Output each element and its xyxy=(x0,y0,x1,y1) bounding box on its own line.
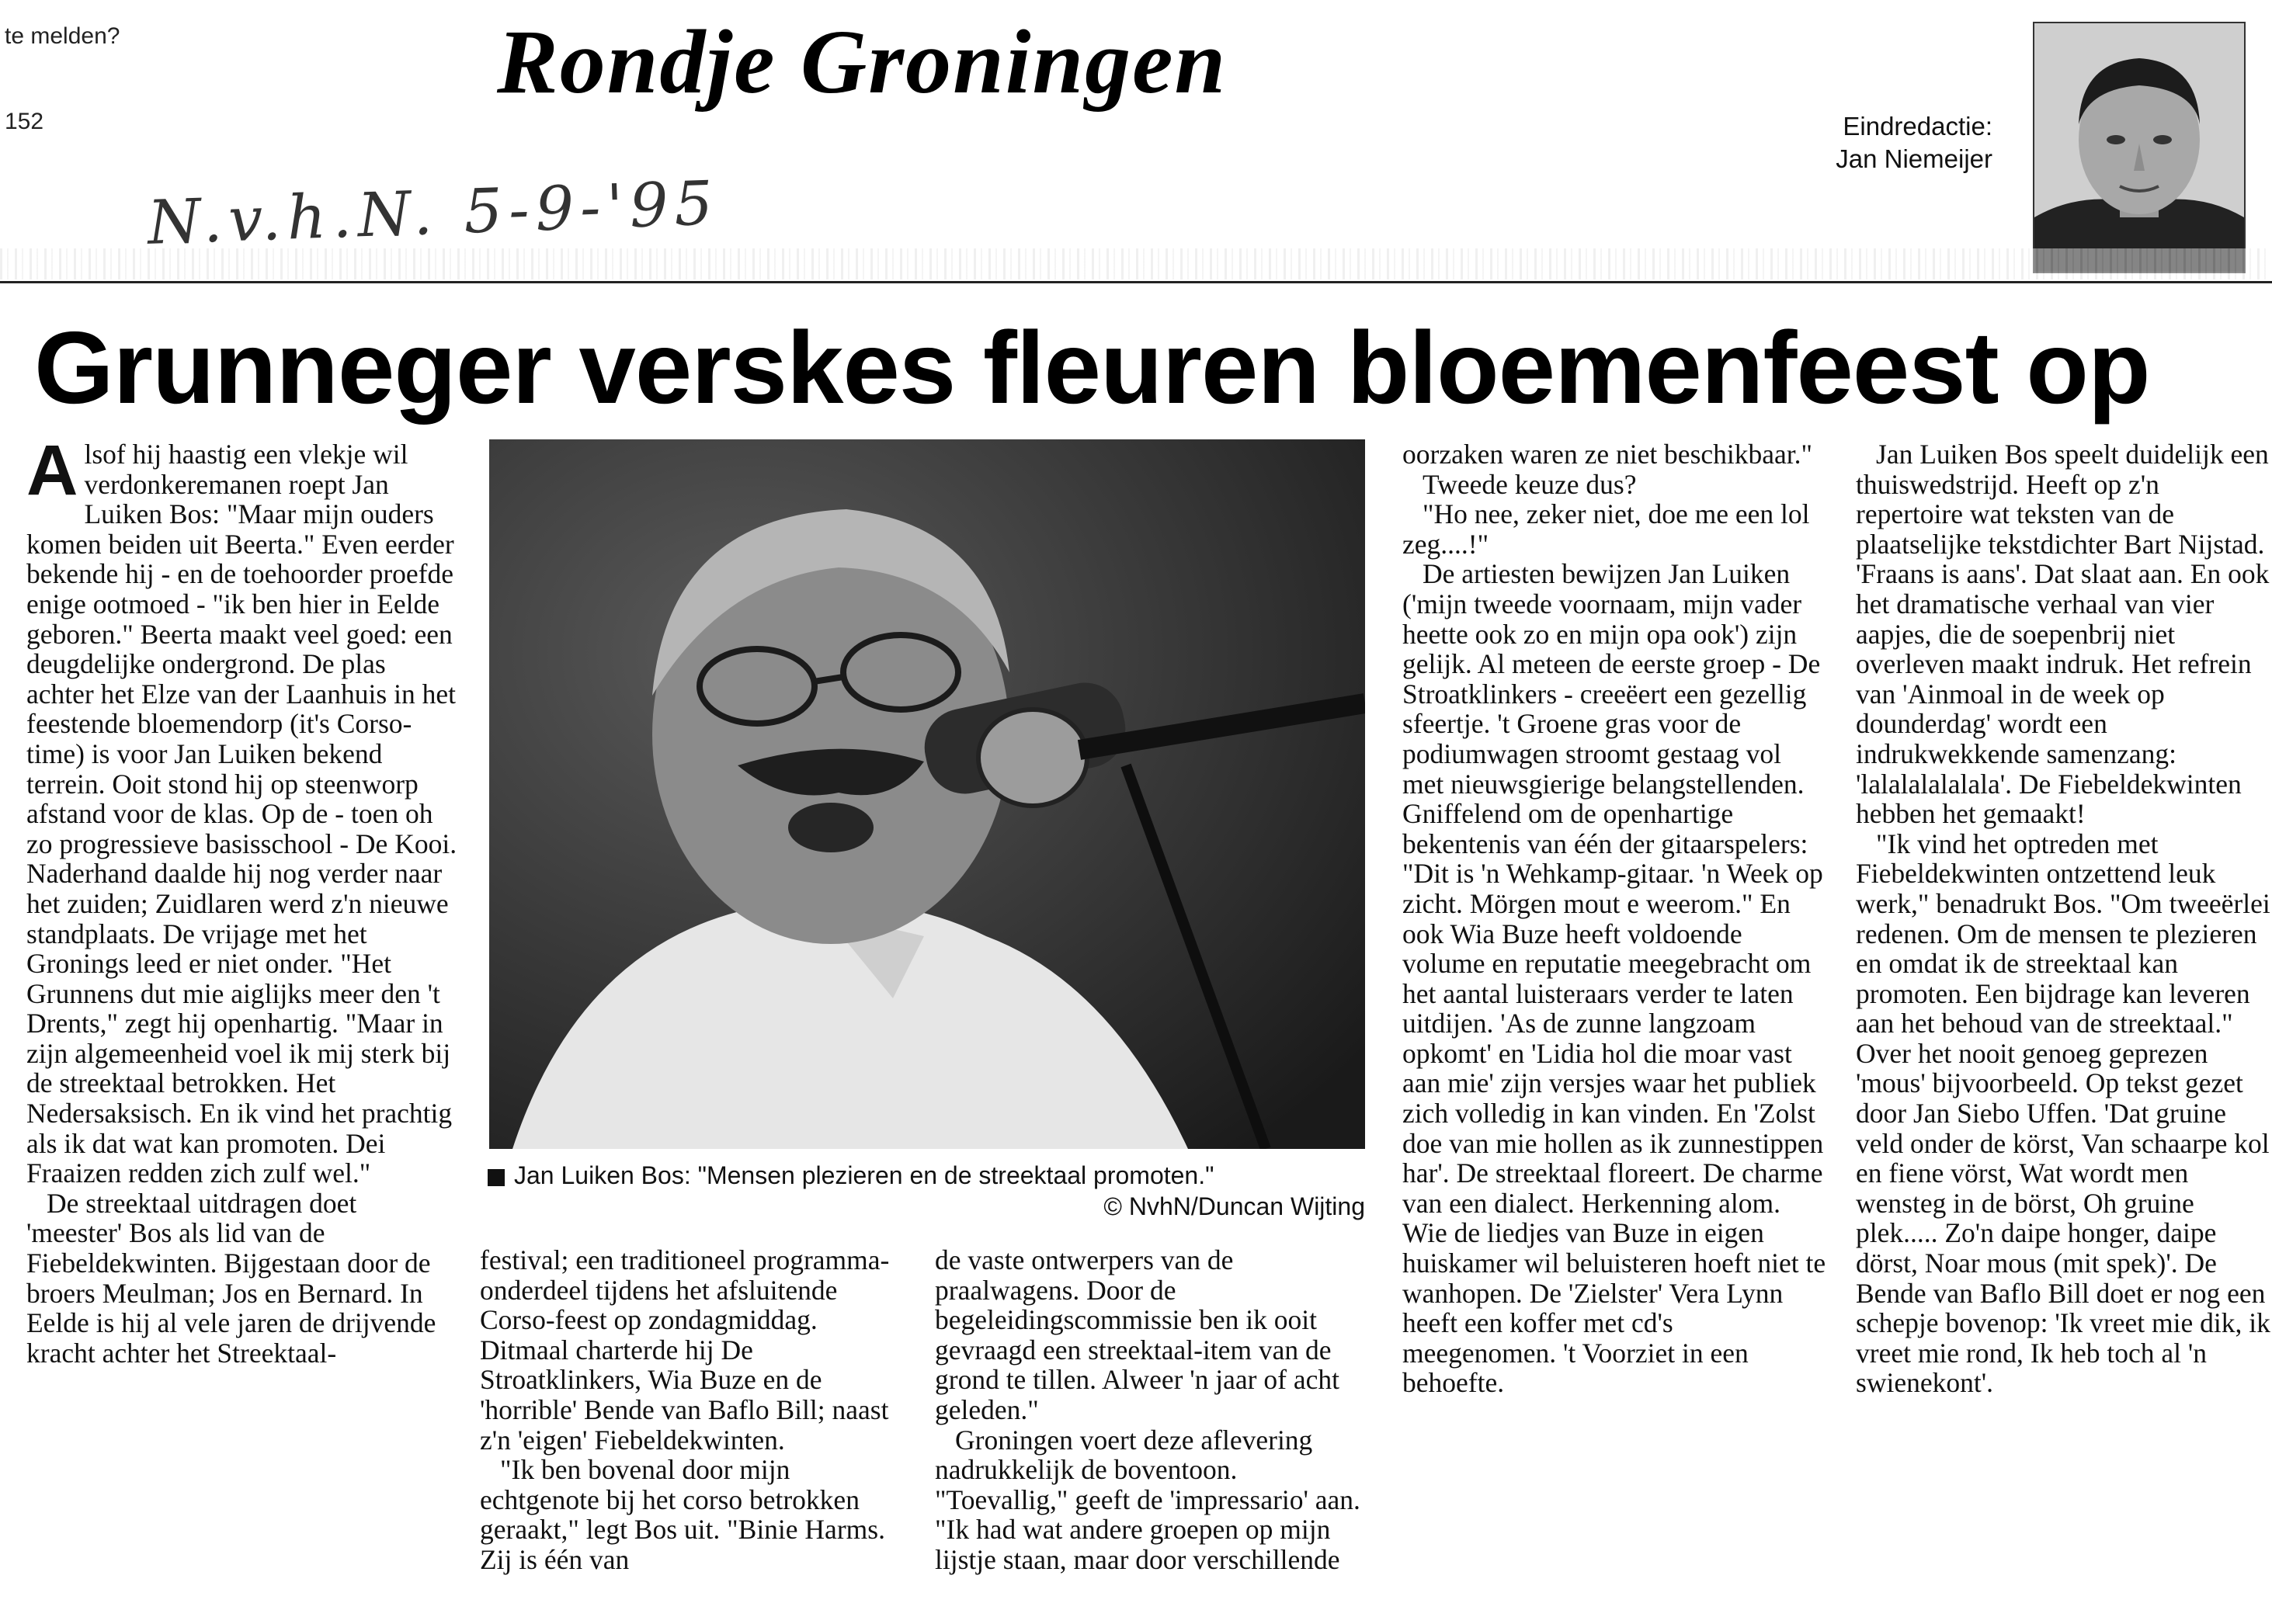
corner-text-top: te melden? xyxy=(5,23,120,49)
caption-bullet-icon xyxy=(488,1169,505,1186)
photo-credit: © NvhN/Duncan Wijting xyxy=(1103,1192,1365,1220)
portrait-image xyxy=(2034,23,2244,272)
paper-texture xyxy=(0,248,2272,279)
paragraph: Groningen voert deze aflevering nadrukkelijk de boventoon. "Toevallig," geeft de 'impressario' aan. "Ik had wat andere groepen op mijn lijstje staan, maar door verschillende xyxy=(935,1424,1360,1575)
paragraph: De artiesten bewijzen Jan Luiken ('mijn tweede voornaam, mijn vader heette ook zo en mijn opa ook') zijn gelijk. Al meteen de eerste groep - De Stroatklinkers - creeëert een gezellig sfeertje. 't Groene gras voor de podiumwagen stroomt gestaag vol met nieuwsgierige belangstellenden. Gniffelend om de openhartige bekentenis van één der gitaarspelers: "Dit is 'n Wehkamp-gitaar. 'n Week op zicht. Mörgen mout e weerom." En ook Wia Buze heeft voldoende volume en reputatie meegebracht om het aantal luisteraars verder te laten uitdijen. 'As de zunne langzoam opkomt' en 'Lidia hol die moar vast aan mie' zijn versjes waar het publiek zich volledig in kan vinden. En 'Zolst doe van mie hollen as ik zunnestippen har'. De streektaal floreert. De charme van een dialect. Herkenning alom. Wie de liedjes van Buze in eigen huiskamer wil beluisteren hoeft niet te wanhopen. De 'Zielster' Vera Lynn heeft een koffer met cd's meegenomen. 't Voorziet in een behoefte. xyxy=(1402,558,1826,1399)
article-column-3 xyxy=(935,1245,1367,1618)
paragraph: de vaste ontwerpers van de praalwagens. Door de begeleidingscommissie ben ik ooit gevraagd een streektaal-item van de grond te tillen. Alweer 'n jaar of acht geleden." xyxy=(935,1245,1339,1425)
singer-photo xyxy=(489,439,1365,1149)
paragraph: festival; een traditioneel programma-onderdeel tijdens het afsluitende Corso-feest op zondagmiddag. Ditmaal charterde hij De Stroatklinkers, Wia Buze en de 'horrible' Bende van Baflo Bill; naast z'n 'eigen' Fiebeldekwinten. xyxy=(480,1245,890,1456)
editor-credit xyxy=(1836,110,1992,175)
article-column-4 xyxy=(1402,439,1828,1612)
article-column-1 xyxy=(26,439,458,1612)
paragraph: "Ik vind het optreden met Fiebeldekwinten ontzettend leuk werk," benadrukt Bos. "Om tweeërlei redenen. Om de mensen te plezieren en omdat ik de streektaal kan promoten. Een bijdrage kan leveren aan het behoud van de streektaal." Over het nooit genoeg geprezen 'mous' bijvoorbeeld. Op tekst gezet door Jan Siebo Uffen. 'Dat gruine veld onder de körst, Van schaarpe kol en fiene vörst, Wat wordt men wensteg in de börst, Oh gruine plek..... Zo'n daipe honger, daipe dörst, Noar mous (mit spek)'. De Bende van Baflo Bill doet er nog een schepje bovenop: 'Ik vreet mie dik, ik vreet mie rond, Ik heb toch al 'n swienekont'. xyxy=(1856,828,2270,1399)
paragraph: "Ik ben bovenal door mijn echtgenote bij het corso betrokken geraakt," legt Bos uit. "Binie Harms. Zij is één van xyxy=(480,1454,885,1575)
paragraph: De streektaal uitdragen doet 'meester' Bos als lid van de Fiebeldekwinten. Bijgestaan door de broers Meulman; Jos en Bernard. In Eelde is hij al vele jaren de drijvende kracht achter het Streektaal- xyxy=(26,1187,436,1369)
article-photo xyxy=(489,439,1365,1149)
photo-caption xyxy=(488,1160,1365,1222)
paragraph: Tweede keuze dus? xyxy=(1423,468,1637,500)
paragraph: Alsof hij haastig een vlekje wil verdonkeremanen roept Jan Luiken Bos: "Maar mijn ouders komen beiden uit Beerta." Even eerder bekende hij - en de toehoorder proefde enige ootmoed - "ik ben hier in Eelde geboren." Beerta maakt veel goed: een deugdelijke ondergrond. De plas achter het Elze van der Laanhuis in het feestende bloemendorp (it's Corso-time) is voor Jan Luiken bekend terrein. Ooit stond hij op steenworp afstand voor de klas. Op de - toen oh zo progressieve basisschool - De Kooi. Naderhand daalde hij nog verder naar het zuiden; Zuidlaren werd z'n nieuwe standplaats. De vrijage met het Gronings leed er niet onder. "Het Grunnens dut mie aiglijks meer den 't Drents," zegt hij openhartig. "Maar in zijn algemeenheid voel ik mij sterk bij de streektaal betrokken. Het Nedersaksisch. En ik vind het prachtig als ik dat wat kan promoten. Dei Fraaizen redden zich zulf wel." xyxy=(26,439,457,1189)
section-title: Rondje Groningen xyxy=(497,11,1228,113)
corner-text-number: 152 xyxy=(5,109,44,134)
editor-portrait xyxy=(2033,22,2246,273)
headline: Grunneger verskes fleuren bloemenfeest op xyxy=(34,311,2150,425)
paragraph: "Ho nee, zeker niet, doe me een lol zeg....!" xyxy=(1402,498,1810,560)
paragraph: oorzaken waren ze niet beschikbaar." xyxy=(1402,439,1812,470)
handwritten-note: N.v.h.N. 5-9-'95 xyxy=(146,168,721,259)
article-column-2 xyxy=(480,1245,912,1618)
editor-name: Jan Niemeijer xyxy=(1836,144,1992,173)
header-rule xyxy=(0,281,2272,283)
editor-label: Eindredactie: xyxy=(1843,112,1992,141)
paragraph: Jan Luiken Bos speelt duidelijk een thuiswedstrijd. Heeft op z'n repertoire wat teksten van de plaatselijke tekstdichter Bart Nijstad. 'Fraans is aans'. Dat slaat aan. En ook het dramatische verhaal van vier aapjes, die de soepenbrij niet overleven maakt indruk. Het refrein van 'Ainmoal in de week op dounderdag' wordt een indrukwekkende samenzang: 'lalalalalalala'. De Fiebeldekwinten hebben het gemaakt! xyxy=(1856,439,2270,830)
article-column-5 xyxy=(1856,439,2272,1612)
caption-text: Jan Luiken Bos: "Mensen plezieren en de streektaal promoten." xyxy=(514,1161,1214,1189)
